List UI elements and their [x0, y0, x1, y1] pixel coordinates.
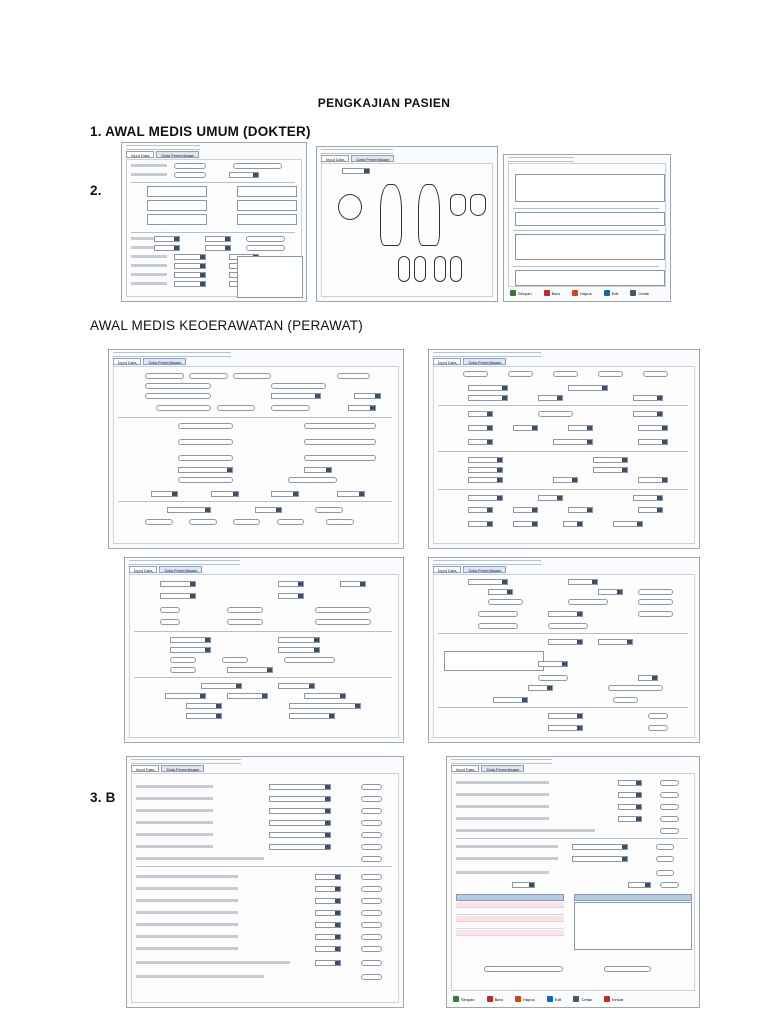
bottom-form-body-1	[131, 773, 399, 1003]
hapus-button[interactable]: Hapus	[515, 996, 535, 1002]
screenshot-perawat-form-2	[428, 349, 700, 549]
simpan-button[interactable]: Simpan	[453, 996, 475, 1002]
foot-figure-3[interactable]	[434, 256, 446, 282]
section-heading-2: 2.	[90, 183, 102, 198]
front-body-figure[interactable]	[380, 184, 402, 246]
foot-figure-2[interactable]	[414, 256, 426, 282]
baru-button[interactable]: Baru	[544, 290, 560, 296]
perawat-form-body-4	[433, 574, 695, 738]
form-body	[126, 159, 302, 297]
delete-icon	[572, 290, 578, 296]
print-icon	[573, 996, 579, 1002]
simpan-button[interactable]: Simpan	[510, 290, 532, 296]
new-icon	[544, 290, 550, 296]
section-heading-perawat: AWAL MEDIS KEOERAWATAN (PERAWAT)	[90, 318, 363, 333]
page-title: PENGKAJIAN PASIEN	[317, 96, 451, 110]
tab-data-pemeriksaan[interactable]: Data Pemeriksaan	[156, 151, 199, 158]
tab-data-pemeriksaan[interactable]: Data Pemeriksaan	[143, 358, 186, 365]
perawat-form-body-2	[433, 366, 695, 544]
screenshot-bottom-form-2	[446, 756, 700, 1008]
screenshot-perawat-form-3	[124, 557, 404, 743]
perawat-form-body-1	[113, 366, 399, 544]
diagnosa-body	[508, 163, 666, 287]
hapus-button[interactable]: Hapus	[572, 290, 592, 296]
keluar-button[interactable]: Keluar	[604, 996, 624, 1002]
tab-input-data[interactable]: Input Data	[126, 151, 154, 158]
tab-input-data[interactable]: Input Data	[131, 765, 159, 772]
print-icon	[630, 290, 636, 296]
right-hand-figure[interactable]	[470, 194, 486, 216]
edit-icon	[604, 290, 610, 296]
tab-data-pemeriksaan[interactable]: Data Pemeriksaan	[463, 566, 506, 573]
cetak-button[interactable]: Cetak	[630, 290, 648, 296]
bottom-form-body-2	[451, 773, 695, 991]
perawat-form-body-3	[129, 574, 399, 738]
save-icon	[453, 996, 459, 1002]
baru-button[interactable]: Baru	[487, 996, 503, 1002]
section-heading-3: 3. B	[90, 790, 116, 805]
tab-data-pemeriksaan[interactable]: Data Pemeriksaan	[481, 765, 524, 772]
edit-icon	[547, 996, 553, 1002]
screenshot-body-map	[316, 146, 498, 302]
edit-button[interactable]: Edit	[604, 290, 619, 296]
foot-figure-1[interactable]	[398, 256, 410, 282]
action-bar-bottom	[453, 996, 624, 1002]
edit-button[interactable]: Edit	[547, 996, 562, 1002]
save-icon	[510, 290, 516, 296]
cetak-button[interactable]: Cetak	[573, 996, 591, 1002]
delete-icon	[515, 996, 521, 1002]
foot-figure-4[interactable]	[450, 256, 462, 282]
screenshot-bottom-form-1	[126, 756, 404, 1008]
tab-input-data[interactable]: Input Data	[321, 155, 349, 162]
tab-data-pemeriksaan[interactable]: Data Pemeriksaan	[159, 566, 202, 573]
screenshot-diagnosa-form	[503, 154, 671, 302]
screenshot-perawat-form-4	[428, 557, 700, 743]
screenshot-perawat-form-1	[108, 349, 404, 549]
tab-data-pemeriksaan[interactable]: Data Pemeriksaan	[351, 155, 394, 162]
action-bar	[510, 290, 649, 296]
tab-input-data[interactable]: Input Data	[129, 566, 157, 573]
tab-input-data[interactable]: Input Data	[433, 358, 461, 365]
tab-data-pemeriksaan[interactable]: Data Pemeriksaan	[463, 358, 506, 365]
exit-icon	[604, 996, 610, 1002]
left-hand-figure[interactable]	[450, 194, 466, 216]
section-heading-dokter: 1. AWAL MEDIS UMUM (DOKTER)	[90, 124, 311, 139]
back-body-figure[interactable]	[418, 184, 440, 246]
tab-input-data[interactable]: Input Data	[451, 765, 479, 772]
screenshot-medis-umum-form	[121, 142, 307, 302]
body-map-area	[321, 163, 493, 297]
tab-data-pemeriksaan[interactable]: Data Pemeriksaan	[161, 765, 204, 772]
tab-input-data[interactable]: Input Data	[113, 358, 141, 365]
new-icon	[487, 996, 493, 1002]
tab-input-data[interactable]: Input Data	[433, 566, 461, 573]
head-profile-figure[interactable]	[338, 194, 362, 220]
